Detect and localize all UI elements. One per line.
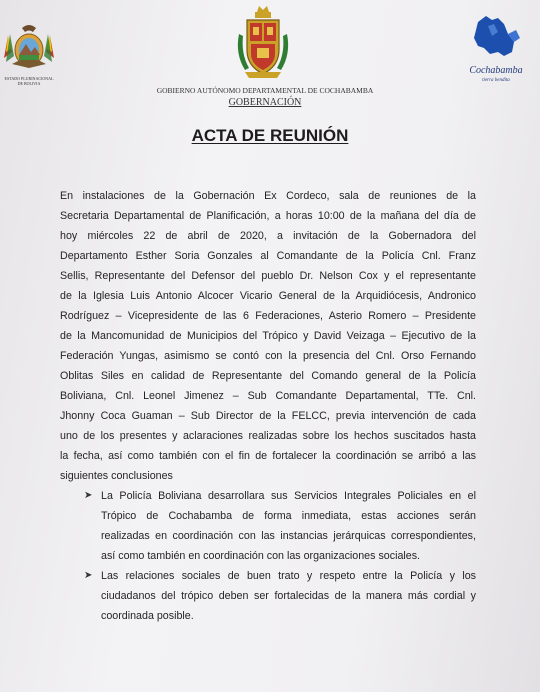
paragraph-line: la fecha, así como también con el fin de fortalecer la coordinación se arribó a las — [60, 450, 476, 462]
brand-tagline: tierra bendita — [482, 78, 510, 83]
brand-name: Cochabamba — [469, 65, 523, 76]
cochabamba-map-logo-icon — [464, 12, 528, 92]
paragraph-line: de la Iglesia Luis Antonio Alcocer Vicario General de la Arquidiócesis, Andronico — [60, 290, 476, 302]
bullet-line: coordinada posible. — [101, 610, 194, 622]
paragraph-line: Sellis, Representante del Defensor del pueblo Dr. Nelson Cox y el representante — [60, 270, 476, 282]
government-subtitle: GOBERNACIÓN — [228, 97, 302, 108]
government-name: GOBIERNO AUTÓNOMO DEPARTAMENTAL DE COCHABAMBA — [156, 86, 374, 95]
emblem-caption: ESTADO PLURINACIONAL DE BOLIVIA — [4, 76, 54, 86]
paragraph-line: Boliviana, Cnl. Leonel Jimenez – Sub Comandante Departamental, TTe. Cnl. — [60, 390, 476, 402]
paragraph-line: Jhonny Coca Guaman – Sub Director de la FELCC, previa intervención de cada — [60, 410, 476, 422]
document-title: ACTA DE REUNIÓN — [191, 126, 349, 145]
bullet-line: Las relaciones sociales de buen trato y respeto entre la Policía y los — [101, 570, 476, 582]
bullet-line: así como también en coordinación con las organizaciones sociales. — [101, 550, 421, 562]
paragraph-line: Federación Yungas, asimismo se contó con la presencia del Cnl. Orso Fernando — [60, 350, 476, 362]
paragraph-line: de la Mancomunidad de Municipios del Trópico y David Veizaga – Ejecutivo de la — [60, 330, 476, 342]
paragraph-line: Oblitas Siles en calidad de Representante del Comando general de la Policía — [60, 370, 476, 382]
paragraph-line: hoy miércoles 22 de abril de 2020, a invitación de la Gobernadora del — [60, 230, 476, 242]
paragraph-line: siguientes conclusiones — [60, 470, 173, 482]
paragraph-line: En instalaciones de la Gobernación Ex Cordeco, sala de reuniones de la — [60, 190, 476, 202]
arrowhead-bullet-icon: ➤ — [84, 490, 93, 501]
bolivia-coat-of-arms-icon — [2, 22, 56, 84]
bullet-line: Trópico de Cochabamba de forma inmediata, estas acciones serán — [101, 510, 476, 522]
paragraph-line: Departamento Esther Soria Gonzales al Comandante de la Policía Cnl. Franz — [60, 250, 476, 262]
bullet-line: ciudadanos del trópico deben ser fortalecidas de la manera más cordial y — [101, 590, 476, 602]
paragraph-line: Rodríguez – Vicepresidente de las 6 Federaciones, Asterio Romero – Presidente — [60, 310, 476, 322]
bullet-line: realizadas en coordinación con las instancias jerárquicas correspondientes, — [101, 530, 476, 542]
paragraph-line: Secretaria Departamental de Planificación, a horas 10:00 de la mañana del día de — [60, 210, 476, 222]
bullet-line: La Policía Boliviana desarrollara sus Servicios Integrales Policiales en el — [101, 490, 476, 502]
paragraph-line: uno de los presentes y aclaraciones realizadas sobre los hechos suscitados hasta — [60, 430, 476, 442]
cochabamba-coat-of-arms-icon — [231, 4, 295, 84]
arrowhead-bullet-icon: ➤ — [84, 570, 93, 581]
